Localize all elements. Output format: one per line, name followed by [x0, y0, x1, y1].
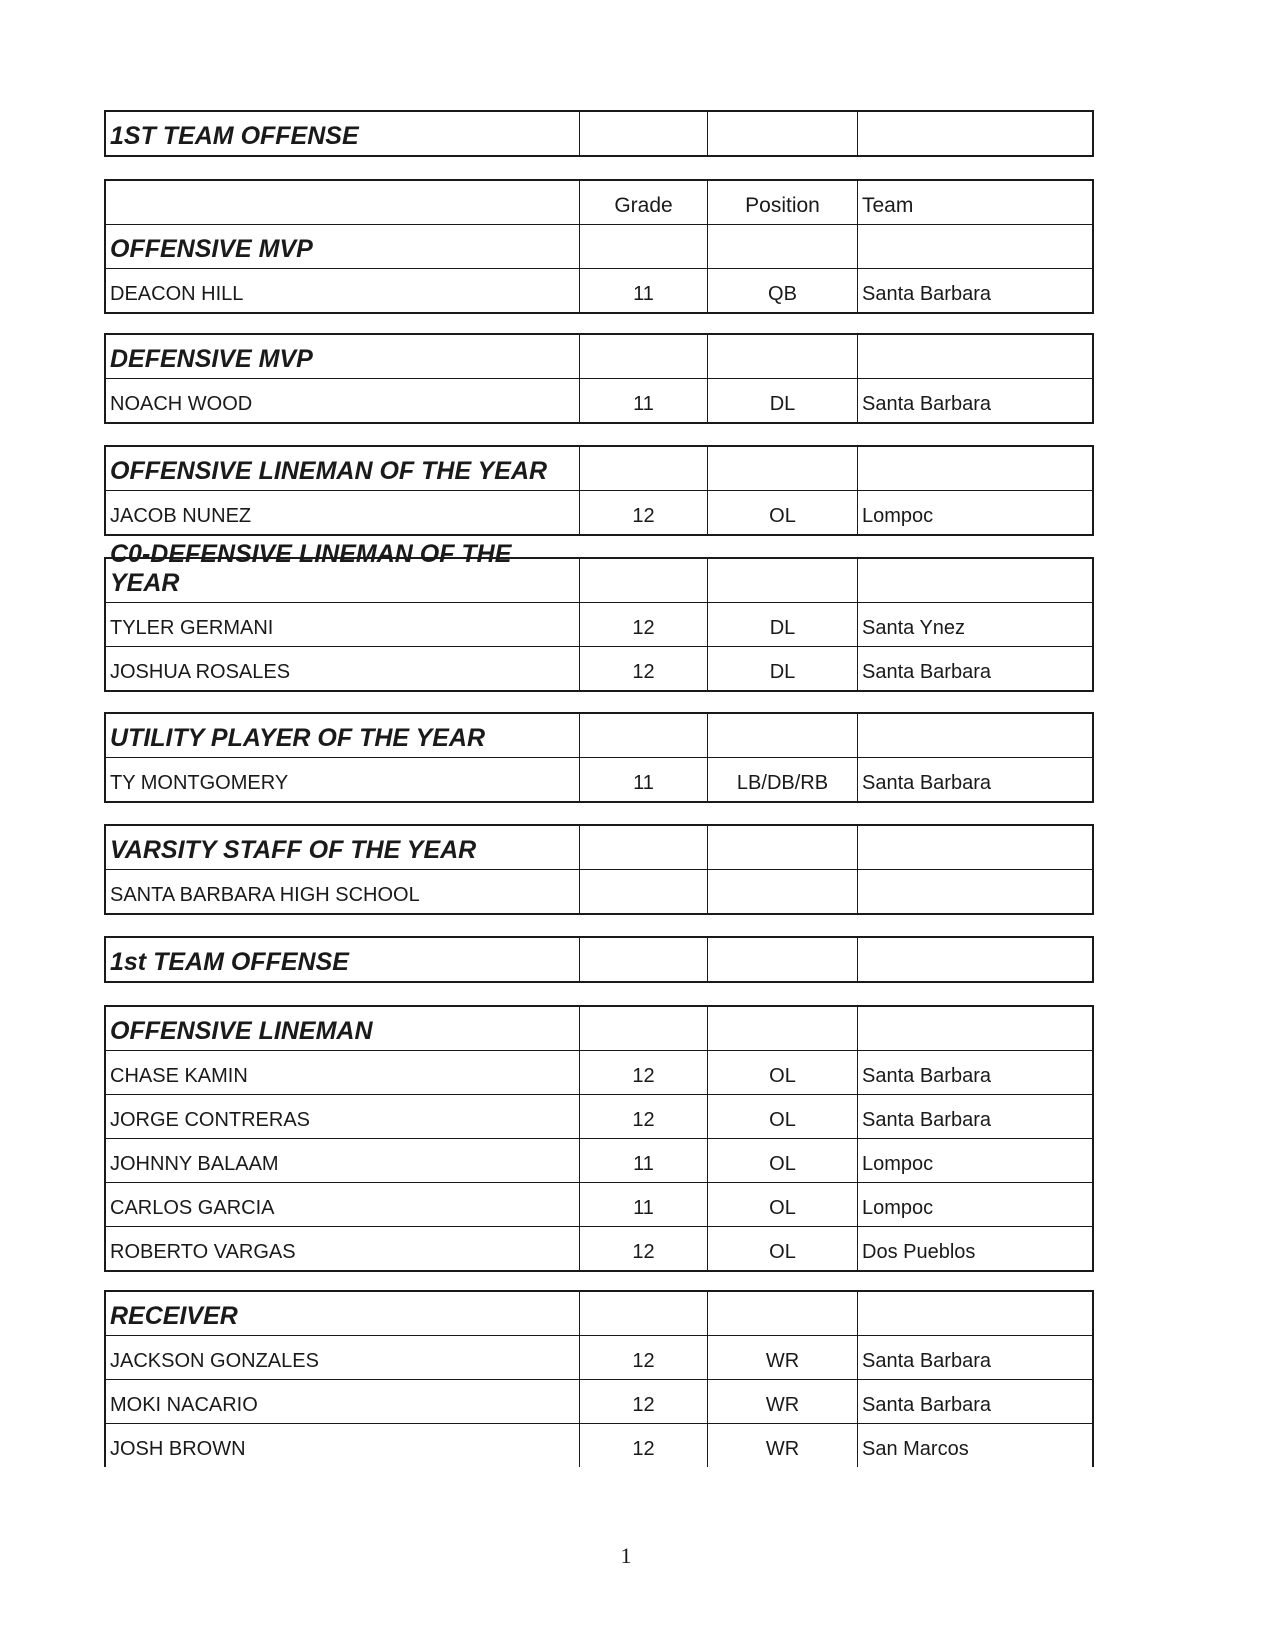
player-name: JORGE CONTRERAS: [110, 1109, 311, 1131]
player-name: TYLER GERMANI: [110, 617, 274, 639]
player-team: Santa Barbara: [857, 647, 1092, 690]
player-team: Lompoc: [857, 491, 1092, 534]
table-row: [106, 378, 1092, 422]
page-title-table: [104, 110, 1094, 157]
player-name: JOSH BROWN: [110, 1438, 246, 1460]
section-header-row: [106, 714, 1092, 757]
section-title: RECEIVER: [110, 1302, 238, 1330]
table-row: [106, 1423, 1092, 1467]
section-title: OFFENSIVE LINEMAN OF THE YEAR: [110, 457, 548, 485]
player-name: NOACH WOOD: [110, 393, 253, 415]
player-position: OL: [707, 491, 857, 534]
section-header-row: [106, 1007, 1092, 1050]
player-position: OL: [707, 1227, 857, 1270]
player-grade: 11: [579, 758, 707, 801]
table-row: [106, 757, 1092, 801]
section-title: UTILITY PLAYER OF THE YEAR: [110, 724, 486, 752]
table-row: [106, 490, 1092, 534]
section-header-row: [106, 938, 1092, 981]
player-grade: 12: [579, 647, 707, 690]
section-receiver: [104, 1290, 1094, 1467]
player-position: WR: [707, 1380, 857, 1423]
section-header-row: [106, 447, 1092, 490]
table-row: [106, 602, 1092, 646]
player-position: QB: [707, 269, 857, 312]
player-team: Santa Barbara: [857, 269, 1092, 312]
player-name: JACKSON GONZALES: [110, 1350, 319, 1372]
table-row: [106, 869, 1092, 913]
table-row: [106, 1335, 1092, 1379]
section-title: DEFENSIVE MVP: [110, 345, 313, 373]
section-title: OFFENSIVE MVP: [110, 235, 313, 263]
player-grade: 12: [579, 603, 707, 646]
player-name: JOHNNY BALAAM: [110, 1153, 279, 1175]
section-title: C0-DEFENSIVE LINEMAN OF THE YEAR: [110, 540, 512, 597]
title-row: [106, 112, 1092, 155]
column-header-grade: Grade: [579, 181, 707, 224]
player-name: JOSHUA ROSALES: [110, 661, 291, 683]
player-grade: 12: [579, 491, 707, 534]
section-header-row: [106, 540, 1092, 602]
player-grade: 12: [579, 1051, 707, 1094]
player-grade: 12: [579, 1095, 707, 1138]
player-team: Santa Barbara: [857, 1380, 1092, 1423]
player-team: Santa Barbara: [857, 1051, 1092, 1094]
section-defensive-mvp: [104, 333, 1094, 424]
player-position: DL: [707, 603, 857, 646]
player-name: JACOB NUNEZ: [110, 505, 252, 527]
section-1st-team-offense: [104, 936, 1094, 983]
player-position: OL: [707, 1051, 857, 1094]
player-name: MOKI NACARIO: [110, 1394, 258, 1416]
player-team: Santa Ynez: [857, 603, 1092, 646]
player-position: LB/DB/RB: [707, 758, 857, 801]
section-co-defensive-lineman-of-the-year: [104, 540, 1094, 692]
player-name: CHASE KAMIN: [110, 1065, 248, 1087]
section-offensive-mvp: [104, 179, 1094, 314]
player-grade: 12: [579, 1380, 707, 1423]
player-grade: 12: [579, 1424, 707, 1467]
staff-name: SANTA BARBARA HIGH SCHOOL: [110, 884, 420, 906]
player-team: Santa Barbara: [857, 1095, 1092, 1138]
page-number: 1: [620, 1543, 632, 1568]
player-name: DEACON HILL: [110, 283, 244, 305]
table-row: [106, 1379, 1092, 1423]
section-title: 1st TEAM OFFENSE: [110, 948, 349, 976]
player-position: WR: [707, 1424, 857, 1467]
player-position: DL: [707, 379, 857, 422]
player-grade: 11: [579, 379, 707, 422]
player-position: OL: [707, 1183, 857, 1226]
section-title: VARSITY STAFF OF THE YEAR: [110, 836, 477, 864]
player-name: CARLOS GARCIA: [110, 1197, 275, 1219]
table-row: [106, 1050, 1092, 1094]
section-varsity-staff-of-the-year: [104, 824, 1094, 915]
player-team: San Marcos: [857, 1424, 1092, 1467]
player-team: Santa Barbara: [857, 379, 1092, 422]
table-row: [106, 646, 1092, 690]
column-header-team: Team: [857, 181, 1092, 224]
section-header-row: [106, 1292, 1092, 1335]
player-grade: 11: [579, 1183, 707, 1226]
section-utility-player-of-the-year: [104, 712, 1094, 803]
section-header-row: [106, 826, 1092, 869]
player-position: OL: [707, 1095, 857, 1138]
player-grade: 11: [579, 1139, 707, 1182]
section-offensive-lineman: [104, 1005, 1094, 1272]
table-row: [106, 268, 1092, 312]
section-header-row: [106, 224, 1092, 268]
page-title: 1ST TEAM OFFENSE: [110, 122, 359, 150]
player-team: Lompoc: [857, 1139, 1092, 1182]
table-row: [106, 1138, 1092, 1182]
player-team: Lompoc: [857, 1183, 1092, 1226]
player-position: OL: [707, 1139, 857, 1182]
player-position: DL: [707, 647, 857, 690]
table-row: [106, 1182, 1092, 1226]
column-header-position: Position: [707, 181, 857, 224]
player-team: Santa Barbara: [857, 1336, 1092, 1379]
table-row: [106, 1226, 1092, 1270]
player-grade: 12: [579, 1227, 707, 1270]
player-team: Dos Pueblos: [857, 1227, 1092, 1270]
player-position: WR: [707, 1336, 857, 1379]
player-grade: 12: [579, 1336, 707, 1379]
column-header-row: [106, 181, 1092, 224]
player-team: Santa Barbara: [857, 758, 1092, 801]
player-name: ROBERTO VARGAS: [110, 1241, 296, 1263]
section-header-row: [106, 335, 1092, 378]
player-name: TY MONTGOMERY: [110, 772, 289, 794]
table-row: [106, 1094, 1092, 1138]
section-title: OFFENSIVE LINEMAN: [110, 1017, 373, 1045]
player-grade: 11: [579, 269, 707, 312]
section-offensive-lineman-of-the-year: [104, 445, 1094, 536]
